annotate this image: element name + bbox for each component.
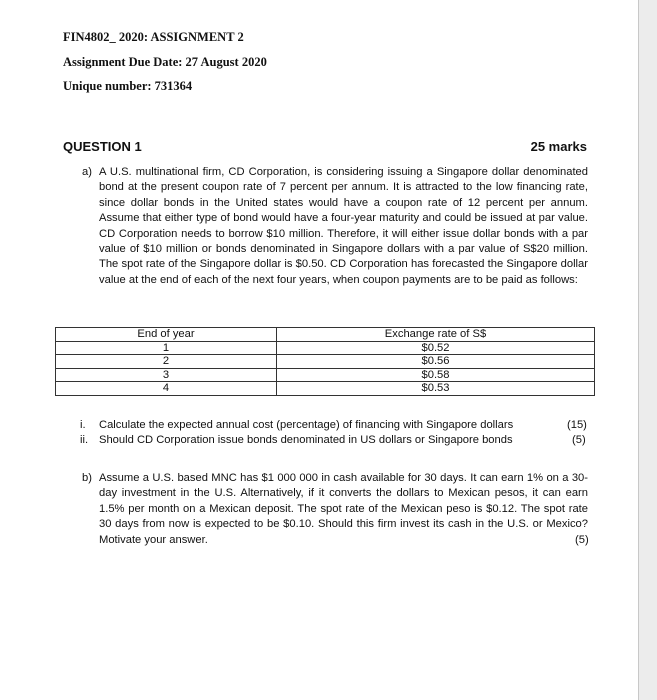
part-b-marks: (5) <box>575 534 589 546</box>
col-header-exchange-rate: Exchange rate of S$ <box>277 328 595 342</box>
table-row <box>56 355 595 369</box>
cell-year: 3 <box>56 368 277 382</box>
table-row <box>56 382 595 396</box>
cell-rate: $0.56 <box>277 355 595 369</box>
cell-year: 1 <box>56 341 277 355</box>
cell-rate: $0.53 <box>277 382 595 396</box>
unique-number: Unique number: 731364 <box>63 79 193 93</box>
question-title: QUESTION 1 <box>63 139 142 154</box>
cell-rate: $0.58 <box>277 368 595 382</box>
cell-year: 2 <box>56 355 277 369</box>
table-row <box>56 341 595 355</box>
cell-year: 4 <box>56 382 277 396</box>
part-a-text: A U.S. multinational firm, CD Corporation, is considering issuing a Singapore dollar denominated bond at the present coupon rate of 7 percent per annum. It is attracted to the low financing rate, since dollar bonds in the United states would have a coupon rate of 12 percent per annum. Assume that either type of bond would have a four-year maturity and could be issued at par value. CD Corporation needs to borrow $10 million. Therefore, it will either issue dollar bonds with a par value of $10 million or bonds denominated in Singapore dollars with a par value of S$20 million. The spot rate of the Singapore dollar is $0.50. CD Corporation has forecasted the Singapore dollar value at the end of each of the next four years, when coupon payments are to be paid as follows: <box>99 166 588 286</box>
part-b-label: b) <box>82 472 92 484</box>
subquestion-i-number: i. <box>80 419 86 431</box>
course-heading: FIN4802_ 2020: ASSIGNMENT 2 <box>63 30 244 44</box>
subquestion-ii-number: ii. <box>80 434 89 446</box>
question-marks: 25 marks <box>530 139 587 154</box>
subquestion-ii-text: Should CD Corporation issue bonds denominated in US dollars or Singapore bonds <box>99 434 513 446</box>
part-b-text: Assume a U.S. based MNC has $1 000 000 in cash available for 30 days. It can earn 1% on a 30-day investment in the U.S. Alternatively, if it converts the dollars to Mexican pesos, it can earn 1.5% per month on a Mexican deposit. The spot rate of the Mexican peso is $0.12. The spot rate 30 days from now is expected to be $0.10. Should this firm invest its cash in the U.S. or Mexico? Motivate your answer. <box>99 472 588 546</box>
col-header-end-of-year: End of year <box>56 328 277 342</box>
subquestion-ii-marks: (5) <box>572 434 586 446</box>
subquestion-i-text: Calculate the expected annual cost (percentage) of financing with Singapore dollars <box>99 419 514 431</box>
part-a-label: a) <box>82 166 92 178</box>
cell-rate: $0.52 <box>277 341 595 355</box>
table-row <box>56 368 595 382</box>
exchange-rate-table <box>55 327 595 396</box>
subquestion-i-marks: (15) <box>567 419 587 431</box>
table-header-row <box>56 328 595 342</box>
due-date: Assignment Due Date: 27 August 2020 <box>63 55 267 69</box>
viewer-scroll-edge <box>638 0 657 700</box>
